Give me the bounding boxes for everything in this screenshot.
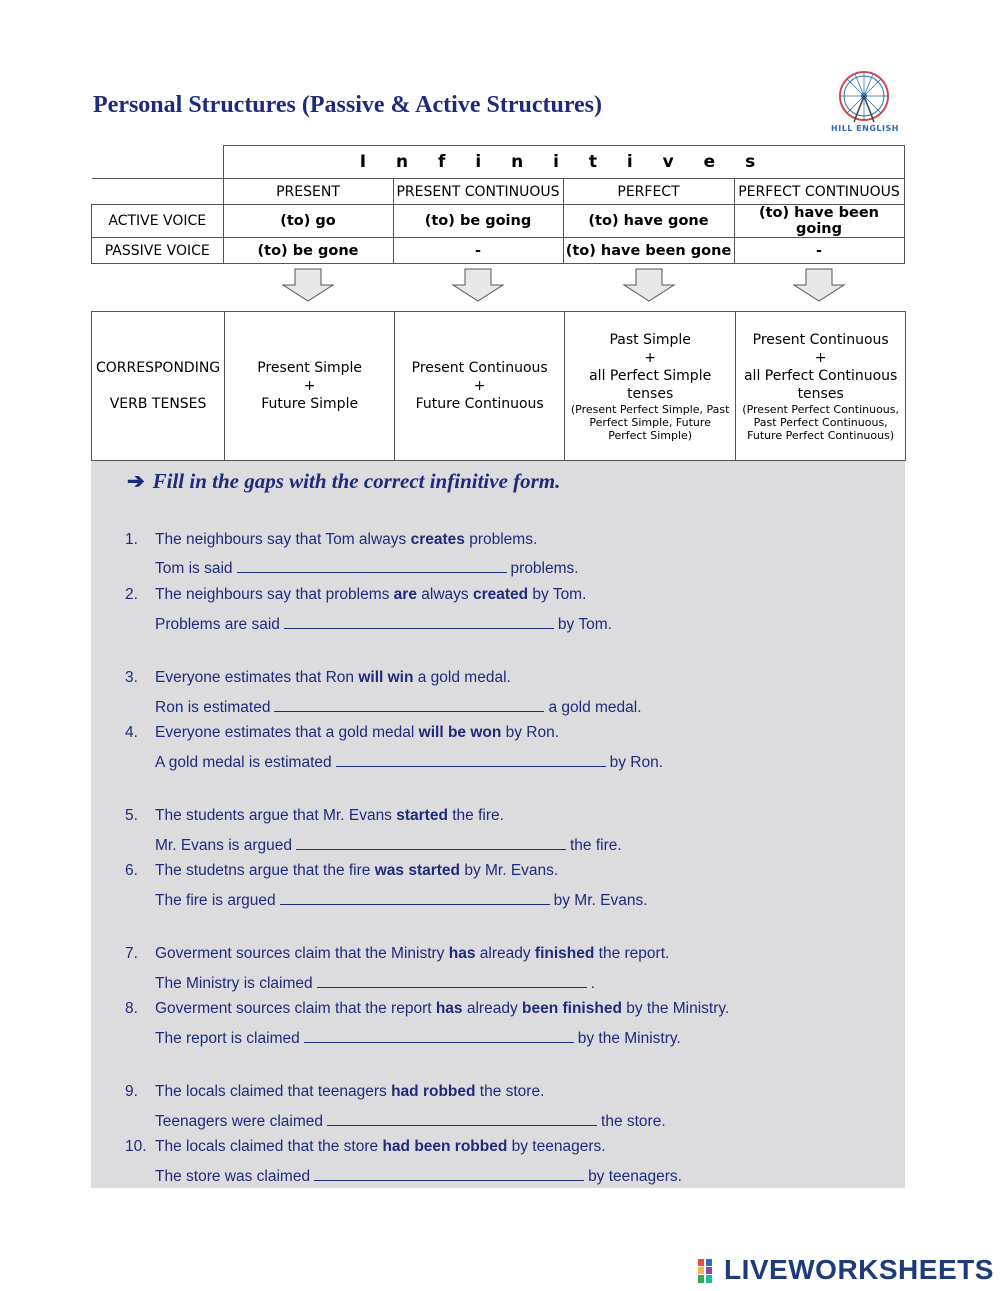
sentence-part: Goverment sources claim that the Ministry xyxy=(155,945,449,962)
tense-line: Future Simple xyxy=(261,396,359,412)
table-cell: (to) be going xyxy=(393,205,563,238)
sentence-part: The neighbours say that problems xyxy=(155,586,394,603)
answer-suffix: by Ron. xyxy=(609,754,664,771)
tense-cell xyxy=(736,312,906,461)
plus-sign: + xyxy=(814,349,827,366)
answer-text xyxy=(155,697,642,717)
verb-highlight: started xyxy=(396,807,448,824)
table-cell: - xyxy=(393,238,563,264)
answer-suffix: the store. xyxy=(601,1113,666,1130)
tense-line: all Perfect Simple tenses xyxy=(589,367,712,402)
sentence-part: The neighbours say that Tom always xyxy=(155,531,411,548)
empty-corner-cell xyxy=(92,146,224,179)
instruction xyxy=(127,469,560,494)
item-number: 7. xyxy=(125,945,138,962)
answer-blank[interactable] xyxy=(304,1028,574,1043)
answer-text xyxy=(155,1028,681,1048)
sentence-part: already xyxy=(475,945,535,962)
item-number: 9. xyxy=(125,1083,138,1100)
tenses-label-cell xyxy=(92,312,225,461)
answer-suffix: by teenagers. xyxy=(588,1168,682,1185)
answer-text xyxy=(155,1166,682,1186)
column-header: PRESENT xyxy=(223,179,393,205)
answer-suffix: by Tom. xyxy=(557,616,612,633)
column-header: PERFECT xyxy=(563,179,734,205)
answer-prefix: Tom is said xyxy=(155,560,233,577)
answer-blank[interactable] xyxy=(274,697,544,712)
sentence-text xyxy=(155,531,537,549)
item-number: 2. xyxy=(125,586,138,603)
answer-text xyxy=(155,835,622,855)
infinitives-heading: I n f i n i t i v e s xyxy=(223,146,904,179)
item-number: 3. xyxy=(125,669,138,686)
answer-suffix: by Mr. Evans. xyxy=(553,892,648,909)
tense-cell xyxy=(225,312,395,461)
sentence-part: the report. xyxy=(594,945,670,962)
answer-prefix: The store was claimed xyxy=(155,1168,311,1185)
item-number: 4. xyxy=(125,724,138,741)
answer-blank[interactable] xyxy=(280,890,550,905)
answer-text xyxy=(155,614,612,634)
page-title: Personal Structures (Passive & Active Structures) xyxy=(93,92,603,118)
sentence-part: The studetns argue that the fire xyxy=(155,862,375,879)
answer-blank[interactable] xyxy=(237,558,507,573)
sentence-part: problems. xyxy=(464,531,538,548)
answer-blank[interactable] xyxy=(296,835,566,850)
answer-suffix: problems. xyxy=(510,560,579,577)
tense-note: (Present Perfect Continuous, Past Perfect Continuous, Future Perfect Continuous) xyxy=(742,402,900,442)
sentence-part: by teenagers. xyxy=(507,1138,606,1155)
tense-line: Future Continuous xyxy=(415,396,544,412)
down-arrow-icon xyxy=(281,268,335,302)
item-number: 6. xyxy=(125,862,138,879)
verb-highlight: creates xyxy=(410,531,465,548)
verb-highlight: had robbed xyxy=(391,1083,476,1100)
empty-cell xyxy=(92,179,224,205)
sentence-part: the fire. xyxy=(447,807,504,824)
verb-highlight: been finished xyxy=(522,1000,622,1017)
answer-text xyxy=(155,558,579,578)
verb-highlight: will be won xyxy=(418,724,502,741)
sentence-part: Goverment sources claim that the report xyxy=(155,1000,436,1017)
down-arrow-icon xyxy=(792,268,846,302)
sentence-part: Everyone estimates that a gold medal xyxy=(155,724,419,741)
answer-prefix: Teenagers were claimed xyxy=(155,1113,324,1130)
answer-text xyxy=(155,890,648,910)
tenses-label-line1: CORRESPONDING xyxy=(96,360,221,376)
sentence-part: The locals claimed that teenagers xyxy=(155,1083,392,1100)
sentence-part: The locals claimed that the store xyxy=(155,1138,383,1155)
plus-sign: + xyxy=(644,349,657,366)
sentence-text xyxy=(155,945,669,963)
sentence-text xyxy=(155,586,586,604)
answer-prefix: Mr. Evans is argued xyxy=(155,837,292,854)
tense-line: Present Simple xyxy=(257,360,363,376)
sentence-text xyxy=(155,1083,544,1101)
down-arrow-icon xyxy=(451,268,505,302)
answer-suffix: . xyxy=(590,975,595,992)
sentence-part: by Ron. xyxy=(501,724,560,741)
tense-cell xyxy=(565,312,736,461)
sentence-part: Everyone estimates that Ron xyxy=(155,669,359,686)
sentence-text xyxy=(155,669,511,687)
tense-line: Present Continuous xyxy=(752,331,889,348)
tense-line: Present Continuous xyxy=(411,360,548,376)
item-number: 8. xyxy=(125,1000,138,1017)
table-cell: (to) have been gone xyxy=(563,238,734,264)
sentence-text xyxy=(155,862,558,880)
tense-line: Past Simple xyxy=(609,331,691,348)
down-arrow-icon xyxy=(622,268,676,302)
sentence-part: a gold medal. xyxy=(413,669,511,686)
sentence-text xyxy=(155,807,504,825)
verb-highlight: has xyxy=(448,945,476,962)
brand-name: LIVEWORKSHEETS xyxy=(724,1254,994,1285)
sentence-text xyxy=(155,1000,729,1018)
verb-tenses-table xyxy=(91,311,906,461)
answer-suffix: by the Ministry. xyxy=(577,1030,681,1047)
answer-text xyxy=(155,1111,666,1131)
sentence-part: always xyxy=(416,586,473,603)
liveworksheets-logo-icon xyxy=(697,1258,721,1284)
column-header: PRESENT CONTINUOUS xyxy=(393,179,563,205)
logo-text: HILL ENGLISH xyxy=(831,124,899,133)
sentence-part: by Tom. xyxy=(528,586,587,603)
table-cell: - xyxy=(734,238,904,264)
answer-blank[interactable] xyxy=(336,752,606,767)
plus-sign: + xyxy=(303,378,316,394)
sentence-part: by the Ministry. xyxy=(621,1000,730,1017)
sentence-part: the store. xyxy=(475,1083,545,1100)
tense-cell xyxy=(395,312,565,461)
sentence-text xyxy=(155,724,559,742)
answer-prefix: Problems are said xyxy=(155,616,280,633)
answer-prefix: Ron is estimated xyxy=(155,699,271,716)
instruction-text: Fill in the gaps with the correct infinitive form. xyxy=(152,469,561,493)
row-label-passive: PASSIVE VOICE xyxy=(92,238,224,264)
answer-blank[interactable] xyxy=(317,973,587,988)
verb-highlight: had been robbed xyxy=(382,1138,508,1155)
table-cell: (to) go xyxy=(223,205,393,238)
tense-line: all Perfect Continuous tenses xyxy=(743,367,898,402)
item-number: 5. xyxy=(125,807,138,824)
tenses-label-line2: VERB TENSES xyxy=(109,396,207,412)
table-cell: (to) have been going xyxy=(734,205,904,238)
sentence-part: by Mr. Evans. xyxy=(460,862,559,879)
row-label-active: ACTIVE VOICE xyxy=(92,205,224,238)
answer-suffix: a gold medal. xyxy=(548,699,642,716)
exercise-panel xyxy=(91,461,905,1188)
table-cell: (to) be gone xyxy=(223,238,393,264)
answer-blank[interactable] xyxy=(314,1166,584,1181)
infinitives-table xyxy=(91,145,905,264)
table-cell: (to) have gone xyxy=(563,205,734,238)
plus-sign: + xyxy=(473,378,486,394)
item-number: 10. xyxy=(125,1138,147,1155)
verb-highlight: was started xyxy=(374,862,461,879)
answer-blank[interactable] xyxy=(284,614,554,629)
tense-note: (Present Perfect Simple, Past Perfect Simple, Future Perfect Simple) xyxy=(570,402,730,442)
answer-prefix: The Ministry is claimed xyxy=(155,975,313,992)
verb-highlight: created xyxy=(472,586,529,603)
sentence-part: already xyxy=(462,1000,523,1017)
answer-text xyxy=(155,973,595,993)
answer-suffix: the fire. xyxy=(569,837,622,854)
column-header: PERFECT CONTINUOUS xyxy=(734,179,904,205)
verb-highlight: will win xyxy=(358,669,414,686)
answer-prefix: A gold medal is estimated xyxy=(155,754,332,771)
item-number: 1. xyxy=(125,531,138,548)
verb-highlight: are xyxy=(393,586,417,603)
sentence-text xyxy=(155,1138,606,1156)
answer-prefix: The fire is argued xyxy=(155,892,276,909)
sentence-part: The students argue that Mr. Evans xyxy=(155,807,397,824)
answer-prefix: The report is claimed xyxy=(155,1030,300,1047)
answer-blank[interactable] xyxy=(327,1111,597,1126)
verb-highlight: finished xyxy=(534,945,595,962)
answer-text xyxy=(155,752,663,772)
arrow-right-icon: ➔ xyxy=(127,469,145,493)
verb-highlight: has xyxy=(435,1000,463,1017)
